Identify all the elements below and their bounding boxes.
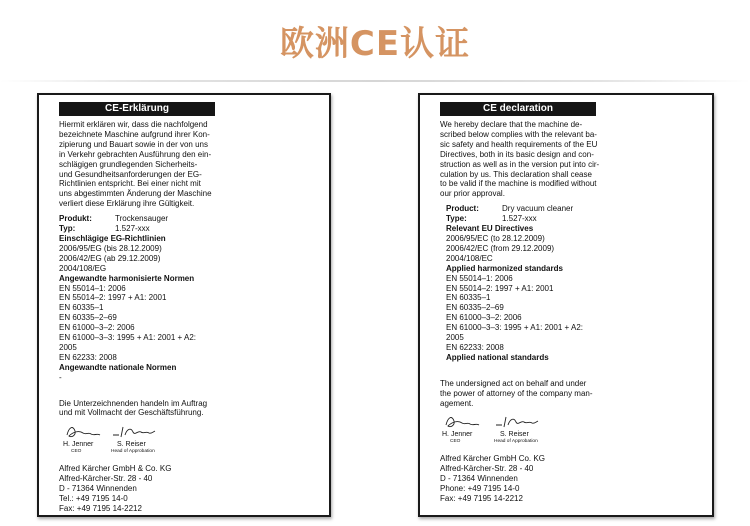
signer-name: H. Jenner xyxy=(442,431,473,439)
standard-item: EN 55014–2: 1997 + A1: 2001 xyxy=(446,283,554,293)
address-line: Alfred Kärcher GmbH Co. KG xyxy=(440,454,545,464)
closing-line: The undersigned act on behalf and under xyxy=(440,378,587,388)
closing-statement xyxy=(440,379,688,409)
signer-role: Head of Approbation xyxy=(111,449,155,455)
intro-line: verliert diese Erklärung ihre Gültigkeit. xyxy=(59,199,195,209)
company-address xyxy=(59,464,307,514)
signature-reiser xyxy=(494,413,540,444)
type-value: 1.527-xxx xyxy=(115,224,150,234)
directive-item: 2004/108/EC xyxy=(446,253,493,263)
signatures xyxy=(59,423,307,459)
intro-line: to be valid if the machine is modified without xyxy=(440,179,597,189)
directives-heading: Relevant EU Directives xyxy=(446,224,534,234)
intro-line: uns abgestimmten Änderung der Maschine xyxy=(59,189,212,199)
standard-item: EN 60335–1 xyxy=(59,303,104,313)
signature-jenner xyxy=(63,423,103,454)
product-label: Produkt: xyxy=(59,214,92,224)
directive-item: 2006/95/EG (bis 28.12.2009) xyxy=(59,243,162,253)
intro-line: our prior approval. xyxy=(440,189,505,199)
directives-heading: Einschlägige EG-Richtlinien xyxy=(59,233,166,243)
standards-heading: Applied harmonized standards xyxy=(446,263,563,273)
declaration-panel-german xyxy=(37,93,331,517)
product-value: Trockensauger xyxy=(115,214,169,224)
intro-line: zipierung und Bauart sowie in der von uns xyxy=(59,139,208,149)
standard-item: EN 61000–3–3: 1995 + A1: 2001 + A2: xyxy=(446,323,584,333)
directive-item: 2006/42/EG (ab 29.12.2009) xyxy=(59,253,161,263)
intro-line: struction as well as in the version put into cir- xyxy=(440,159,600,169)
standard-item: EN 62233: 2008 xyxy=(59,352,117,362)
signer-role: Head of Approbation xyxy=(494,439,538,445)
declaration-intro xyxy=(59,120,307,209)
standard-item: EN 61000–3–3: 1995 + A1: 2001 + A2: xyxy=(59,333,197,343)
declaration-heading: CE-Erklärung xyxy=(59,102,215,116)
signer-role: CEO xyxy=(450,439,461,445)
intro-line: bezeichnete Maschine aufgrund ihrer Kon- xyxy=(59,129,210,139)
type-label: Typ: xyxy=(59,224,76,234)
directive-item: 2006/95/EC (to 28.12.2009) xyxy=(446,233,545,243)
standard-item: EN 61000–3–2: 2006 xyxy=(59,323,135,333)
type-value: 1.527-xxx xyxy=(502,214,537,224)
standard-item: 2005 xyxy=(446,333,464,343)
standard-item: EN 62233: 2008 xyxy=(446,342,504,352)
intro-line: sic safety and health requirements of the EU xyxy=(440,139,598,149)
address-line: Phone: +49 7195 14-0 xyxy=(440,484,520,494)
intro-line: culation by us. This declaration shall cease xyxy=(440,169,592,179)
product-row xyxy=(59,214,307,224)
declaration-document-german xyxy=(59,102,307,514)
intro-line: Directives, both in its basic design and con- xyxy=(440,149,594,159)
intro-line: We hereby declare that the machine de- xyxy=(440,120,583,129)
product-row xyxy=(440,204,688,214)
standard-item: EN 55014–2: 1997 + A1: 2001 xyxy=(59,293,167,303)
address-line: Fax: +49 7195 14-2212 xyxy=(440,494,523,504)
address-line: Alfred-Kärcher-Str. 28 - 40 xyxy=(59,474,153,484)
declaration-heading: CE declaration xyxy=(440,102,596,116)
national-standards-heading: Applied national standards xyxy=(446,352,549,362)
signer-name: S. Reiser xyxy=(117,441,146,449)
standard-item: EN 60335–2–69 xyxy=(59,313,117,323)
directive-item: 2004/108/EG xyxy=(59,263,107,273)
signatures xyxy=(440,413,688,449)
closing-statement xyxy=(59,399,307,419)
signer-name: S. Reiser xyxy=(500,431,529,439)
product-value: Dry vacuum cleaner xyxy=(502,204,574,214)
signature-jenner xyxy=(442,413,482,444)
address-line: D - 71364 Winnenden xyxy=(440,474,518,484)
intro-line: schlägigen grundlegenden Sicherheits- xyxy=(59,159,198,169)
declaration-panel-english xyxy=(418,93,714,517)
declaration-intro xyxy=(440,120,688,199)
standard-item: 2005 xyxy=(59,342,77,352)
closing-line: Die Unterzeichnenden handeln im Auftrag xyxy=(59,398,208,408)
banner xyxy=(0,0,750,84)
intro-line: Richtlinien entspricht. Bei einer nicht mit xyxy=(59,179,201,189)
signer-name: H. Jenner xyxy=(63,441,94,449)
national-standards-heading: Angewandte nationale Normen xyxy=(59,362,177,372)
declaration-document-english xyxy=(440,102,688,504)
standard-item: EN 61000–3–2: 2006 xyxy=(446,313,522,323)
closing-line: und mit Vollmacht der Geschäftsführung. xyxy=(59,408,204,418)
standard-item: EN 60335–2–69 xyxy=(446,303,504,313)
intro-line: Hiermit erklären wir, dass die nachfolgend xyxy=(59,120,208,129)
intro-line: scribed below complies with the relevant ba- xyxy=(440,129,597,139)
address-line: Alfred-Kärcher-Str. 28 - 40 xyxy=(440,464,534,474)
handwritten-signature-icon xyxy=(442,413,482,431)
handwritten-signature-icon xyxy=(63,423,103,441)
address-line: Alfred Kärcher GmbH & Co. KG xyxy=(59,464,172,474)
product-label: Product: xyxy=(446,204,479,214)
standard-item: EN 60335–1 xyxy=(446,293,491,303)
closing-line: agement. xyxy=(440,398,474,408)
type-row xyxy=(440,214,688,224)
address-line: D - 71364 Winnenden xyxy=(59,484,137,494)
directive-item: 2006/42/EC (from 29.12.2009) xyxy=(446,243,555,253)
handwritten-signature-icon xyxy=(494,413,540,431)
banner-title: 欧洲CE认证 xyxy=(279,24,471,64)
banner-divider xyxy=(0,80,750,82)
type-label: Type: xyxy=(446,214,467,224)
company-address xyxy=(440,454,688,504)
signature-reiser xyxy=(111,423,157,454)
type-row xyxy=(59,224,307,234)
standard-item: EN 55014–1: 2006 xyxy=(446,273,513,283)
signer-role: CEO xyxy=(71,449,82,455)
closing-line: the power of attorney of the company man- xyxy=(440,388,593,398)
standards-heading: Angewandte harmonisierte Normen xyxy=(59,273,195,283)
intro-line: und Gesundheitsanforderungen der EG- xyxy=(59,169,202,179)
handwritten-signature-icon xyxy=(111,423,157,441)
national-standards-value: - xyxy=(59,372,62,382)
standard-item: EN 55014–1: 2006 xyxy=(59,283,126,293)
address-line: Fax: +49 7195 14-2212 xyxy=(59,504,142,513)
address-line: Tel.: +49 7195 14-0 xyxy=(59,494,128,504)
intro-line: in Verkehr gebrachten Ausführung den ein- xyxy=(59,149,212,159)
